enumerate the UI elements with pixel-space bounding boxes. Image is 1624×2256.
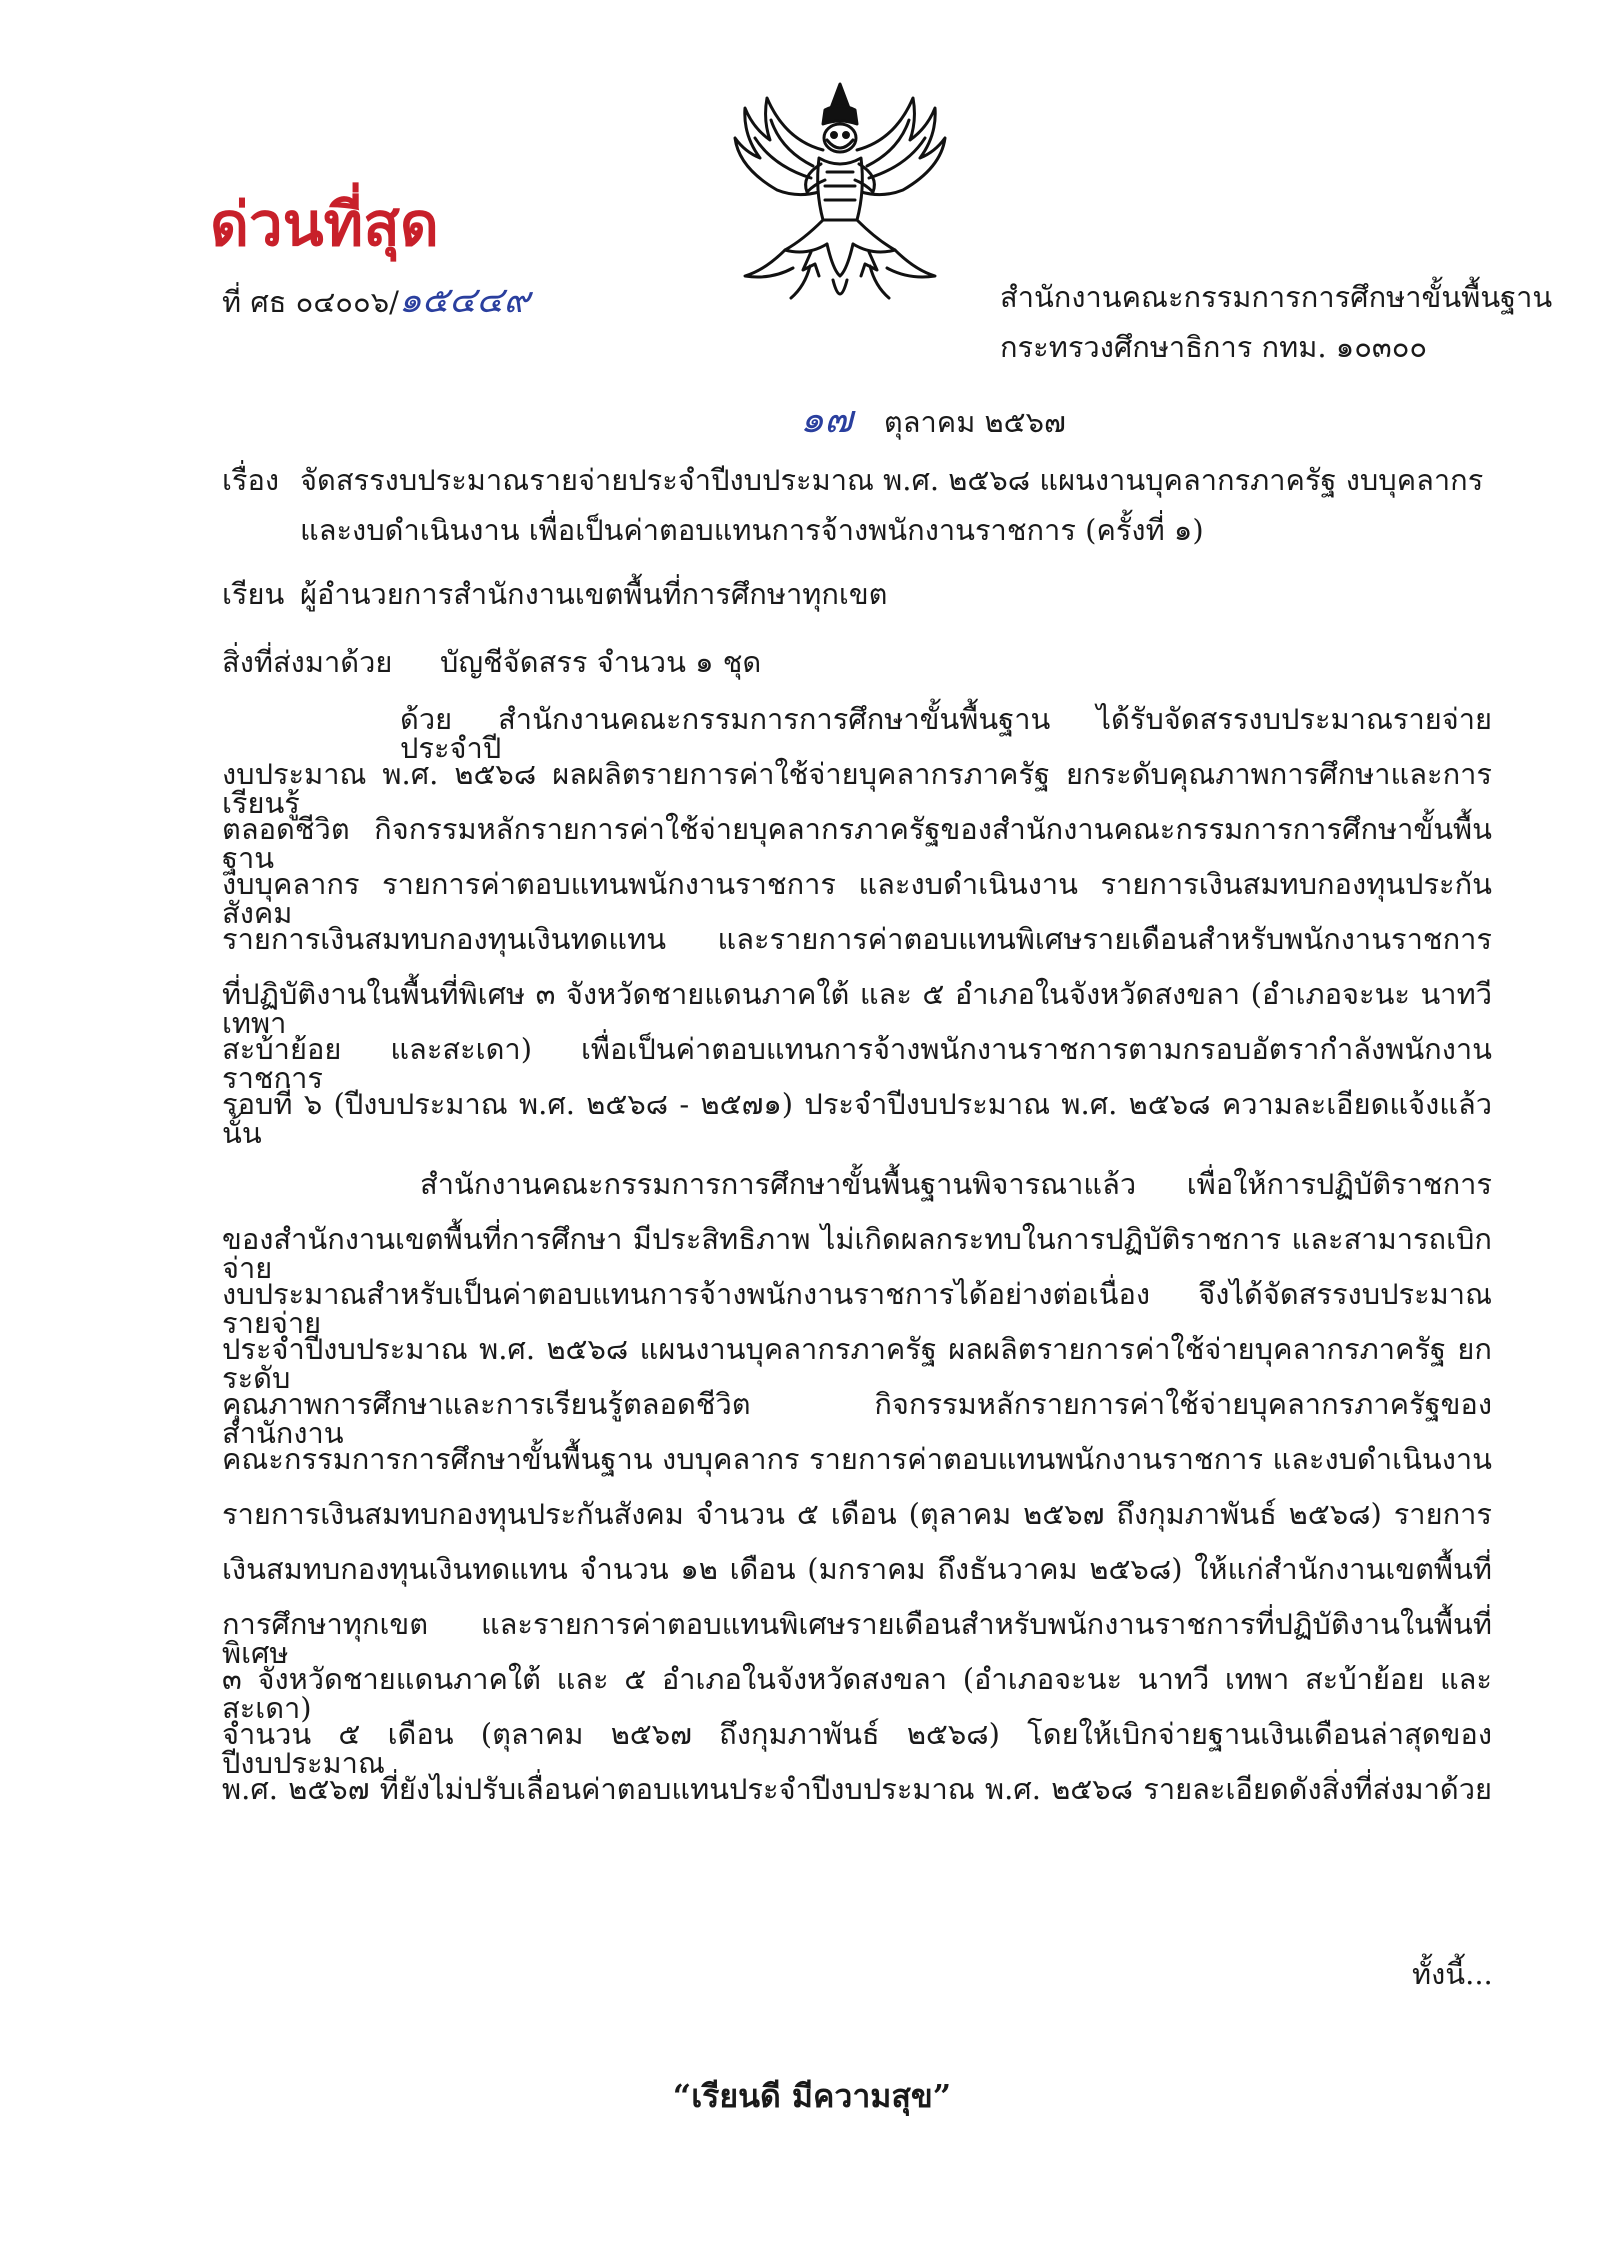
reference-handwritten-number: ๑๕๔๔๙ <box>398 280 530 321</box>
urgency-stamp: ด่วนที่สุด <box>210 190 439 260</box>
paragraph-2-line: รายการเงินสมทบกองทุนประกันสังคม จำนวน ๕ เดือน (ตุลาคม ๒๕๖๗ ถึงกุมภาพันธ์ ๒๕๖๘) รายการ <box>222 1497 1492 1531</box>
paragraph-1-line: รายการเงินสมทบกองทุนเงินทดแทน และรายการค่าตอบแทนพิเศษรายเดือนสำหรับพนักงานราชการ <box>222 922 1492 956</box>
paragraph-2-line: ประจำปีงบประมาณ พ.ศ. ๒๕๖๘ แผนงานบุคลากรภาครัฐ ผลผลิตรายการค่าใช้จ่ายบุคลากรภาครัฐ ยกระดับ <box>222 1332 1492 1395</box>
issuing-office: สำนักงานคณะกรรมการการศึกษาขั้นพื้นฐาน <box>1000 280 1553 314</box>
paragraph-1-line: สะบ้าย้อย และสะเดา) เพื่อเป็นค่าตอบแทนการจ้างพนักงานราชการตามกรอบอัตรากำลังพนักงานราชการ <box>222 1032 1492 1095</box>
paragraph-2-line: พ.ศ. ๒๕๖๗ ที่ยังไม่ปรับเลื่อนค่าตอบแทนประจำปีงบประมาณ พ.ศ. ๒๕๖๘ รายละเอียดดังสิ่งที่ส่งมาด้วย <box>222 1772 1492 1806</box>
paragraph-1-line: งบประมาณ พ.ศ. ๒๕๖๘ ผลผลิตรายการค่าใช้จ่ายบุคลากรภาครัฐ ยกระดับคุณภาพการศึกษาและการเรียนรู้ <box>222 757 1492 820</box>
enclosure-text: บัญชีจัดสรร จำนวน ๑ ชุด <box>440 645 762 679</box>
paragraph-1-line: รอบที่ ๖ (ปีงบประมาณ พ.ศ. ๒๕๖๘ - ๒๕๗๑) ประจำปีงบประมาณ พ.ศ. ๒๕๖๘ ความละเอียดแจ้งแล้ว นั้น <box>222 1087 1492 1150</box>
paragraph-2-line: งบประมาณสำหรับเป็นค่าตอบแทนการจ้างพนักงานราชการได้อย่างต่อเนื่อง จึงได้จัดสรรงบประมาณรายจ่าย <box>222 1277 1492 1340</box>
continuation-marker: ทั้งนี้... <box>1412 1957 1493 1991</box>
paragraph-2-line: ๓ จังหวัดชายแดนภาคใต้ และ ๕ อำเภอในจังหวัดสงขลา (อำเภอจะนะ นาทวี เทพา สะบ้าย้อย และสะเดา) <box>222 1662 1492 1725</box>
paragraph-1-line: ตลอดชีวิต กิจกรรมหลักรายการค่าใช้จ่ายบุคลากรภาครัฐของสำนักงานคณะกรรมการการศึกษาขั้นพื้นฐาน <box>222 812 1492 875</box>
closing-slogan: “เรียนดี มีความสุข” <box>672 2077 952 2115</box>
reference-prefix: ที่ ศธ ๐๔๐๐๖/ <box>222 285 399 319</box>
date-day-handwritten: ๑๗ <box>800 397 853 441</box>
paragraph-2-line: คณะกรรมการการศึกษาขั้นพื้นฐาน งบบุคลากร รายการค่าตอบแทนพนักงานราชการ และงบดำเนินงาน <box>222 1442 1492 1476</box>
addressee-text: ผู้อำนวยการสำนักงานเขตพื้นที่การศึกษาทุกเขต <box>300 577 888 611</box>
paragraph-2-line: ของสำนักงานเขตพื้นที่การศึกษา มีประสิทธิภาพ ไม่เกิดผลกระทบในการปฏิบัติราชการ และสามารถเบิกจ่าย <box>222 1222 1492 1285</box>
paragraph-1-line: ที่ปฏิบัติงานในพื้นที่พิเศษ ๓ จังหวัดชายแดนภาคใต้ และ ๕ อำเภอในจังหวัดสงขลา (อำเภอจะนะ นาทวี เทพา <box>222 977 1492 1040</box>
paragraph-2-line: การศึกษาทุกเขต และรายการค่าตอบแทนพิเศษรายเดือนสำหรับพนักงานราชการที่ปฏิบัติงานในพื้นที่พิเศษ <box>222 1607 1492 1670</box>
garuda-emblem-icon <box>715 80 965 315</box>
subject-line-2: และงบดำเนินงาน เพื่อเป็นค่าตอบแทนการจ้างพนักงานราชการ (ครั้งที่ ๑) <box>300 513 1204 547</box>
paragraph-2-line: เงินสมทบกองทุนเงินทดแทน จำนวน ๑๒ เดือน (มกราคม ถึงธันวาคม ๒๕๖๘) ให้แก่สำนักงานเขตพื้นที่ <box>222 1552 1492 1586</box>
document-date <box>800 397 1066 441</box>
paragraph-2-line: คุณภาพการศึกษาและการเรียนรู้ตลอดชีวิต กิจกรรมหลักรายการค่าใช้จ่ายบุคลากรภาครัฐของสำนักงาน <box>222 1387 1492 1450</box>
paragraph-2-line: จำนวน ๕ เดือน (ตุลาคม ๒๕๖๗ ถึงกุมภาพันธ์ ๒๕๖๘) โดยให้เบิกจ่ายฐานเงินเดือนล่าสุดของปีงบประมาณ <box>222 1717 1492 1780</box>
reference-number <box>222 280 530 321</box>
addressee-label: เรียน <box>222 577 285 611</box>
ministry-address: กระทรวงศึกษาธิการ กทม. ๑๐๓๐๐ <box>1000 330 1428 364</box>
date-month-year: ตุลาคม ๒๕๖๗ <box>883 405 1066 439</box>
subject-label: เรื่อง <box>222 463 280 497</box>
subject-line-1: จัดสรรงบประมาณรายจ่ายประจำปีงบประมาณ พ.ศ. ๒๕๖๘ แผนงานบุคลากรภาครัฐ งบบุคลากร <box>300 463 1484 497</box>
paragraph-1-line: งบบุคลากร รายการค่าตอบแทนพนักงานราชการ และงบดำเนินงาน รายการเงินสมทบกองทุนประกันสังคม <box>222 867 1492 930</box>
paragraph-1-line: ด้วย สำนักงานคณะกรรมการการศึกษาขั้นพื้นฐาน ได้รับจัดสรรงบประมาณรายจ่ายประจำปี <box>400 702 1492 765</box>
enclosure-label: สิ่งที่ส่งมาด้วย <box>222 645 393 679</box>
paragraph-2-line: สำนักงานคณะกรรมการการศึกษาขั้นพื้นฐานพิจารณาแล้ว เพื่อให้การปฏิบัติราชการ <box>420 1167 1492 1201</box>
